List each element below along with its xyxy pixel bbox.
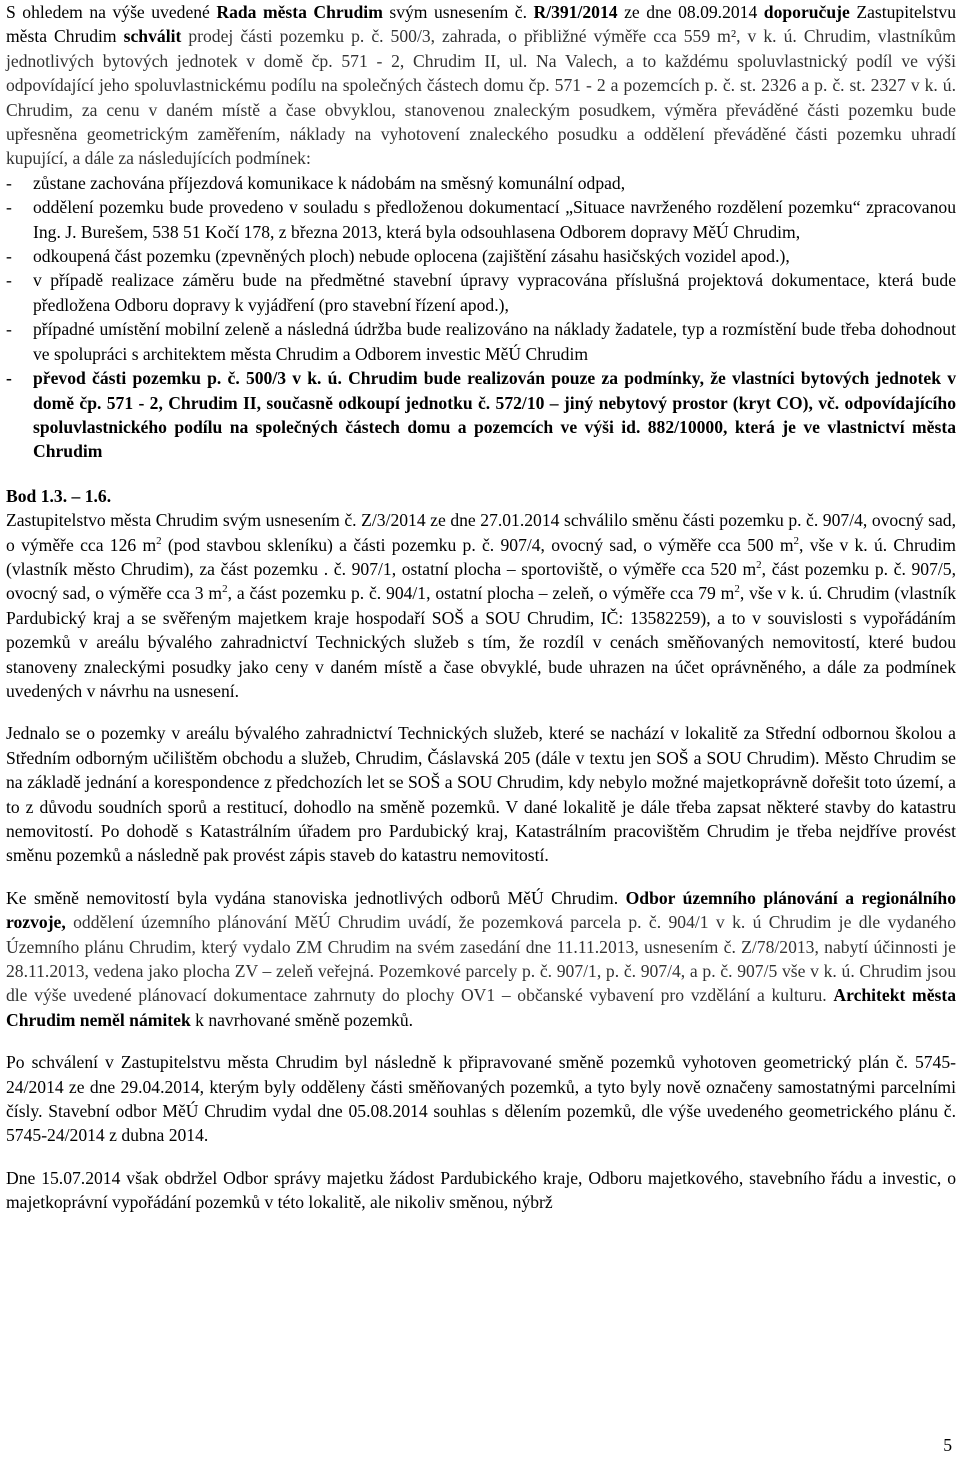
- condition-text: zůstane zachována příjezdová komunikace k nádobám na směsný komunální odpad,: [33, 172, 626, 193]
- text: Ke směně nemovitostí byla vydána stanoviska jednotlivých odborů MěÚ Chrudim.: [6, 887, 626, 908]
- bold-text: schválit: [123, 26, 182, 47]
- paragraph-context: Jednalo se o pozemky v areálu bývalého zahradnictví Technických služeb, které se nachází v lokalitě za Střední odbornou školou a Středním odborným učilištěm obchodu a služeb, Chrudim, Čáslavská 205 (dále v textu jen SOŠ a SOU Chrudim). Město Chrudim se na základě jednání a korespondence z předchozích let se SOŠ a SOU Chrudim, kdy nebylo možné majetkoprávně dořešit toto území, a to z důvodu soudních sporů a restitucí, dohodlo na směně pozemků. V dané lokalitě je dále třeba zapsat některé stavby do katastru nemovitostí. Po dohodě s Katastrálním úřadem pro Pardubický kraj, Katastrálním pracovištěm Chrudim je třeba nejdříve provést směnu pozemků a následně pak provést zápis staveb do katastru nemovitostí.: [6, 723, 956, 866]
- condition-item: [6, 317, 956, 366]
- superscript: 2: [734, 583, 740, 596]
- bold-text: doporučuje: [763, 2, 850, 22]
- paragraph-geometric-plan: Po schválení v Zastupitelstvu města Chrudim byl následně k připravované směně pozemků vyhotoven geometrický plán č. 5745-24/2014 ze dne 29.04.2014, kterým byly odděleny části směňovaných pozemků, a tyto byly nově označeny samostatnými parcelními čísly. Stavební odbor MěÚ Chrudim vydal dne 05.08.2014 souhlas s dělením pozemků, dle výše uvedeného geometrického plánu č. 5745-24/2014 z dubna 2014.: [6, 1052, 956, 1146]
- condition-text: převod části pozemku p. č. 500/3 v k. ú. Chrudim bude realizován pouze za podmínky, že vlastníci bytových jednotek v domě čp. 571 - 2, Chrudim II, současně odkoupí jednotku č. 572/10 – jiný nebytový prostor (kryt CO), vč. odpovídajícího spoluvlastnického podílu na společných částech domu a pozemcích ve výši id. 882/10000, která je ve vlastnictví města Chrudim: [33, 368, 956, 462]
- page-number: 5: [943, 1435, 952, 1455]
- condition-text: v případě realizace záměru bude na předmětné stavební úpravy vypracována příslušná projektová dokumentace, která bude předložena Odboru dopravy k vyjádření (pro stavební řízení apod.),: [33, 270, 956, 315]
- condition-text: oddělení pozemku bude provedeno v souladu s předloženou dokumentací „Situace navrženého rozdělení pozemku“ zpracovanou Ing. J. Burešem, 538 51 Kočí 178, z března 2013, která byla odsouhlasena Odborem dopravy MěÚ Chrudim,: [33, 197, 956, 242]
- text: , vše v k. ú. Chrudim (vlastník město Chrudim), za část pozemku . č. 907/1, ostatní plocha – sportoviště, o výměře cca 520 m: [6, 534, 956, 579]
- text: S ohledem na výše uvedené: [6, 2, 217, 22]
- text: oddělení územního plánování MěÚ Chrudim uvádí, že pozemková parcela p. č. 904/1 v k. ú Chrudim je dle vydaného Územního plánu Chrudim, který vydalo ZM Chrudim na svém zasedání dne 11.11.2013, usnesením č. Z/78/2013, nabytí účinnosti je 28.11.2013, vedena jako plocha ZV – zeleň veřejná. Pozemkové parcely p. č. 907/1, p. č. 907/4, a p. č. 907/5 vše v k. ú. Chrudim jsou dle výše uvedené plánovací dokumentace zahrnuty do plochy OV1 – občanské vybavení pro vzdělání a kulturu.: [6, 912, 956, 1006]
- paragraph-exchange: [6, 508, 956, 703]
- bold-text: Odbor územního plánování a regionálního rozvoje,: [6, 887, 956, 933]
- superscript: 2: [222, 583, 228, 596]
- paragraph-request: Dne 15.07.2014 však obdržel Odbor správy majetku žádost Pardubického kraje, Odboru majetkového, stavebního řádu a investic, o majetkoprávní vypořádání pozemků v této lokalitě, ale nikoliv směnou, nýbrž: [6, 1167, 956, 1213]
- text: , vše v k. ú. Chrudim (vlastník Pardubický kraj a se svěřeným majetkem kraje hospodaří SOŠ a SOU Chrudim, IČ: 13582259), a to v souvislosti s vypořádáním pozemků v areálu bývalého zahradnictví Technických služeb s tím, že rozdíl v cenách směňovaných nemovitostí, které budou stanoveny znaleckými posudky jako ceny v daném místě a čase obvyklé, bude uhrazen na účet oprávněného, a dále za podmínek uvedených v návrhu na usnesení.: [6, 583, 957, 701]
- text: , a část pozemku p. č. 904/1, ostatní plocha – zeleň, o výměře cca 79 m: [227, 583, 735, 604]
- document-page: [6, 0, 956, 1215]
- text: (pod stavbou skleníku) a části pozemku p. č. 907/4, ovocný sad, o výměře cca 500 m: [161, 534, 794, 555]
- condition-item-bold: [6, 366, 956, 464]
- bullet-dash: -: [6, 270, 12, 291]
- condition-item: [6, 244, 956, 268]
- bullet-dash: -: [6, 319, 12, 340]
- text: Zastupitelstvu města Chrudim: [6, 2, 957, 47]
- text: , část pozemku p. č. 907/5, ovocný sad, o výměře cca 3 m: [6, 558, 956, 604]
- text: k navrhované směně pozemků.: [190, 1009, 414, 1030]
- bullet-dash: -: [6, 197, 12, 218]
- resolution-number: R/391/2014: [533, 2, 618, 22]
- condition-text: případné umístění mobilní zeleně a následná údržba bude realizováno na náklady žadatele, typ a rozmístění bude třeba dohodnout ve spolupráci s architektem města Chrudim a Odborem investic MěÚ Chrudim: [33, 319, 956, 364]
- bullet-dash: -: [6, 172, 12, 193]
- bullet-dash: -: [6, 368, 12, 389]
- bold-text: Rada města Chrudim: [216, 2, 383, 22]
- text: ze dne 08.09.2014: [617, 2, 764, 22]
- condition-item: [6, 195, 956, 244]
- condition-text: odkoupená část pozemku (zpevněných ploch) nebude oplocena (zajištění zásahu hasičských vozidel apod.),: [33, 246, 790, 267]
- paragraph-opinions: [6, 886, 956, 1032]
- bold-text: Architekt města Chrudim neměl námitek: [6, 985, 957, 1030]
- bullet-dash: -: [6, 246, 12, 267]
- heading-text: Bod 1.3. – 1.6.: [6, 485, 112, 506]
- superscript: 2: [156, 534, 162, 547]
- section-heading: [6, 484, 956, 508]
- superscript: 2: [756, 559, 762, 572]
- text: Zastupitelstvo města Chrudim svým usnesením č. Z/3/2014 ze dne 27.01.2014 schválilo směnu části pozemku p. č. 907/4, ovocný sad, o výměře cca 126 m: [6, 510, 956, 555]
- superscript: 2: [793, 534, 800, 547]
- condition-item: [6, 268, 956, 317]
- text: svým usnesením č.: [382, 2, 534, 22]
- text: prodej části pozemku p. č. 500/3, zahrada, o přibližné výměře cca 559 m², v k. ú. Chrudim, vlastníkům jednotlivých bytových jednotek v domě čp. 571 - 2, Chrudim II, ul. Na Valech, a to každému spoluvlastnický podíl ve výši odpovídající jeho spoluvlastnickému podílu na společných částech domu čp. 571 - 2 a pozemcích p. č. st. 2326 a p. č. st. 2327 v k. ú. Chrudim, za cenu v daném místě a čase obvyklou, stanovenou znaleckým posudkem, výměra převáděné části pozemku bude upřesněna geometrickým zaměřením, náklady na vyhotovení znaleckého posudku a oddělení převáděné části pozemku uhradí kupující, a dále za následujících podmínek:: [6, 26, 956, 169]
- condition-item: [6, 171, 956, 195]
- paragraph-recommendation: [6, 0, 956, 171]
